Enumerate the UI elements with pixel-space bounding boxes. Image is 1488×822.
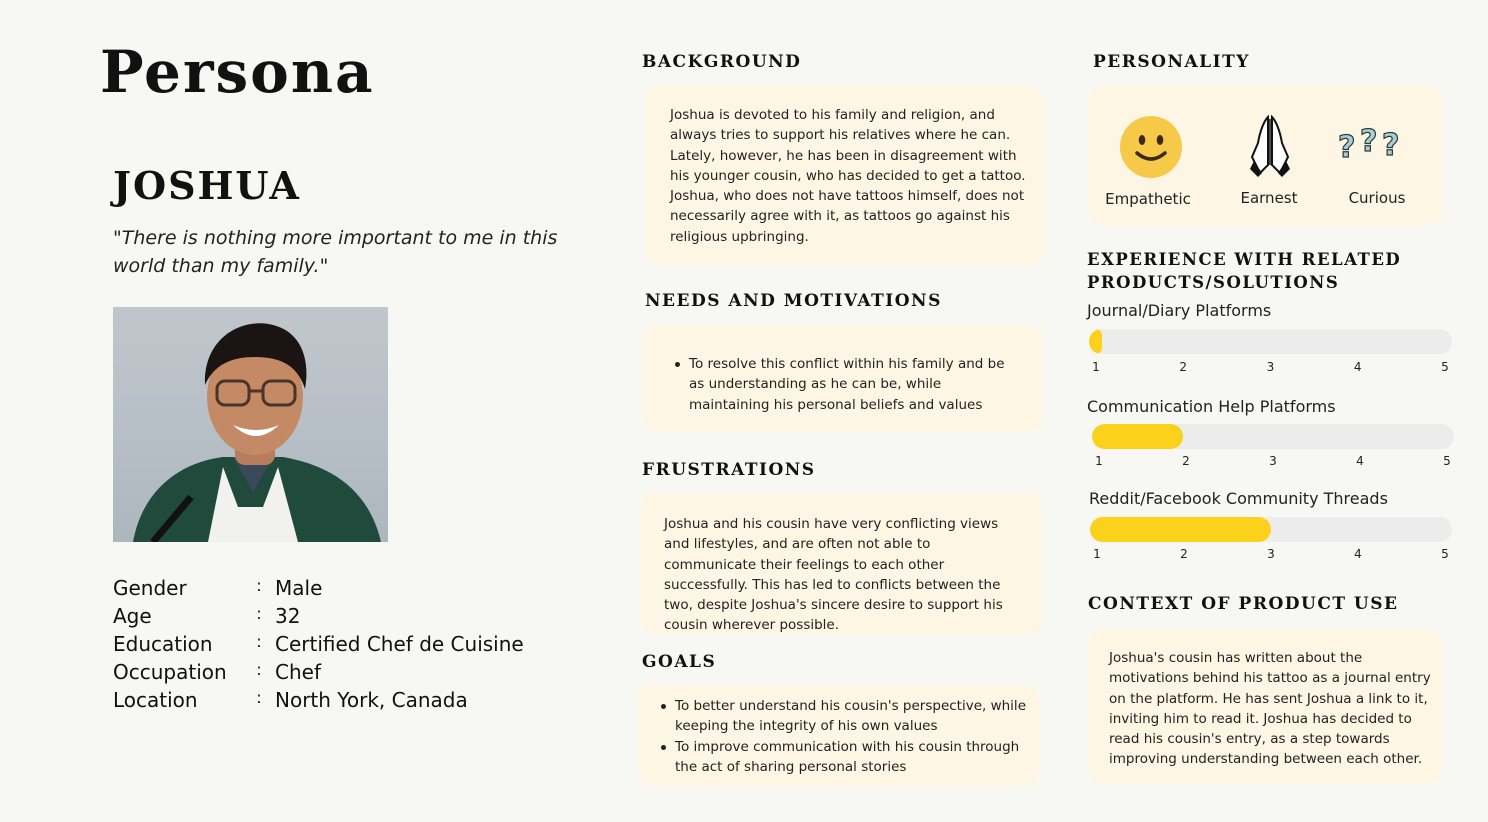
context-text: Joshua's cousin has written about the motivations behind his tattoo as a journal entry on the platform. He has sent Joshua a link to it, inviting him to read it. Joshua has decided to read his cousin's entry, as a step towards improving understanding between each other. xyxy=(1109,650,1431,768)
bar-label-communication: Communication Help Platforms xyxy=(1087,397,1336,416)
scale-tick-label: 4 xyxy=(1353,360,1362,374)
scale-tick-label: 3 xyxy=(1267,547,1275,561)
detail-colon: : xyxy=(256,659,262,679)
scale-tick-label: 3 xyxy=(1266,360,1275,374)
background-heading: BACKGROUND xyxy=(642,52,802,72)
detail-value: Chef xyxy=(275,660,321,684)
bar-fill-communication xyxy=(1092,424,1183,449)
experience-heading xyxy=(1087,248,1401,294)
detail-colon: : xyxy=(256,687,262,707)
context-heading: CONTEXT OF PRODUCT USE xyxy=(1088,594,1399,614)
scale-tick-label: 1 xyxy=(1095,454,1103,468)
praying-hands-icon xyxy=(1246,113,1294,179)
detail-row xyxy=(113,686,533,714)
detail-row xyxy=(113,602,533,630)
scale-tick-label: 5 xyxy=(1441,360,1449,374)
scale-tick-label: 4 xyxy=(1356,454,1364,468)
bar-track-journal xyxy=(1089,329,1452,354)
persona-quote: "There is nothing more important to me in this world than my family." xyxy=(113,227,558,277)
svg-text:?: ? xyxy=(1360,125,1378,159)
smiley-face-icon xyxy=(1119,115,1183,179)
background-text: Joshua is devoted to his family and religion, and always tries to support his relatives where he can. Lately, however, he has been in disagreement with his younger cousin, who has decided to get a tattoo. Joshua, who does not have tattoos himself, does not necessarily agree with it, as tattoos go against his religious upbringing. xyxy=(670,107,1026,245)
scale-tick-label: 1 xyxy=(1093,547,1101,561)
bar-scale-communication xyxy=(1095,454,1451,468)
trait-earnest: Earnest xyxy=(1240,189,1298,207)
scale-tick-label: 5 xyxy=(1441,547,1449,561)
bar-scale-reddit xyxy=(1093,547,1449,561)
list-item: To better understand his cousin's perspective, while keeping the integrity of his own values xyxy=(661,696,1030,737)
detail-label: Location xyxy=(113,688,198,712)
bar-label-journal: Journal/Diary Platforms xyxy=(1087,301,1272,320)
detail-row xyxy=(113,630,533,658)
svg-text:?: ? xyxy=(1382,128,1400,163)
bar-fill-reddit xyxy=(1090,517,1271,542)
scale-tick-label: 2 xyxy=(1182,454,1190,468)
frustrations-text: Joshua and his cousin have very conflicting views and lifestyles, and are often not able to communicate their feelings to each other successfully. This has led to conflicts between the two, despite Joshua's sincere desire to support his cousin wherever possible. xyxy=(664,516,1003,634)
bar-fill-journal xyxy=(1089,329,1102,354)
detail-colon: : xyxy=(256,631,262,651)
list-item: To improve communication with his cousin through the act of sharing personal stories xyxy=(661,737,1030,778)
scale-tick-label: 2 xyxy=(1180,547,1188,561)
detail-row xyxy=(113,658,533,686)
detail-colon: : xyxy=(256,603,262,623)
detail-label: Occupation xyxy=(113,660,227,684)
detail-row xyxy=(113,574,533,602)
trait-curious: Curious xyxy=(1348,189,1406,207)
personality-heading: PERSONALITY xyxy=(1093,52,1250,72)
needs-list xyxy=(675,354,1024,415)
persona-name: JOSHUA xyxy=(113,163,301,208)
bar-scale-journal xyxy=(1092,360,1449,374)
experience-heading-line1: EXPERIENCE WITH RELATED xyxy=(1087,250,1402,269)
detail-value: North York, Canada xyxy=(275,688,468,712)
needs-heading: NEEDS AND MOTIVATIONS xyxy=(645,291,942,311)
goals-card xyxy=(637,684,1040,786)
page-title: Persona xyxy=(100,38,375,106)
goals-list xyxy=(661,696,1030,777)
personality-card xyxy=(1088,85,1444,225)
bar-track-communication xyxy=(1092,424,1454,449)
scale-tick-label: 5 xyxy=(1443,454,1451,468)
frustrations-card xyxy=(640,492,1042,635)
bar-track-reddit xyxy=(1090,517,1452,542)
goals-heading: GOALS xyxy=(642,652,717,672)
scale-tick-label: 4 xyxy=(1354,547,1362,561)
trait-empathetic: Empathetic xyxy=(1105,190,1191,208)
detail-label: Gender xyxy=(113,576,187,600)
background-card xyxy=(644,85,1046,265)
scale-tick-label: 1 xyxy=(1092,360,1100,374)
bar-label-reddit: Reddit/Facebook Community Threads xyxy=(1089,489,1388,508)
detail-label: Education xyxy=(113,632,213,656)
context-card xyxy=(1088,628,1443,784)
needs-card xyxy=(642,324,1044,432)
frustrations-heading: FRUSTRATIONS xyxy=(642,460,816,480)
detail-value: 32 xyxy=(275,604,301,628)
experience-heading-line2: PRODUCTS/SOLUTIONS xyxy=(1087,273,1340,292)
persona-portrait-image xyxy=(113,307,388,542)
detail-value: Certified Chef de Cuisine xyxy=(275,632,524,656)
detail-value: Male xyxy=(275,576,323,600)
svg-text:?: ? xyxy=(1338,130,1356,165)
scale-tick-label: 3 xyxy=(1269,454,1277,468)
persona-photo xyxy=(113,307,388,542)
list-item: To resolve this conflict within his family and be as understanding as he can be, while maintaining his personal beliefs and values xyxy=(675,354,1024,415)
question-marks-icon xyxy=(1338,125,1410,165)
scale-tick-label: 2 xyxy=(1179,360,1188,374)
persona-details xyxy=(113,574,533,714)
detail-label: Age xyxy=(113,604,152,628)
detail-colon: : xyxy=(256,575,262,595)
